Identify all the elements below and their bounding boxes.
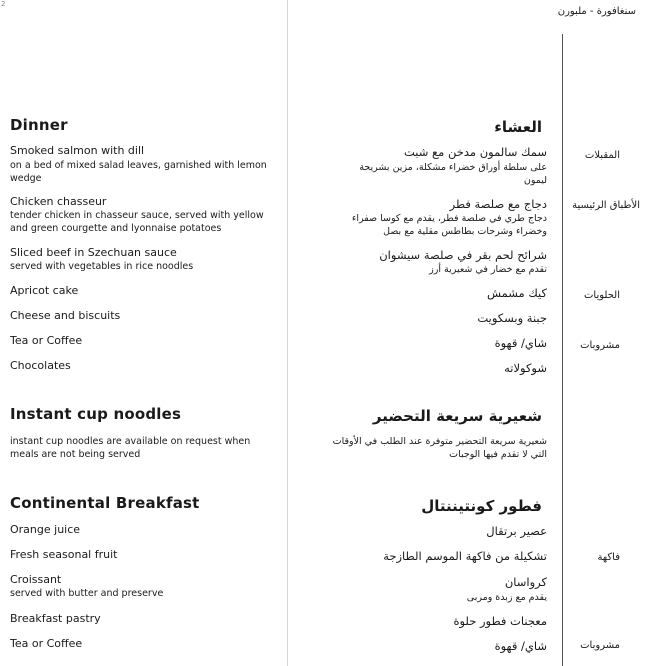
category-mains: الأطباق الرئيسية — [572, 200, 640, 211]
salmon-desc-en: on a bed of mixed salad leaves, garnished with lemon wedge — [10, 160, 267, 184]
chicken-desc-en: tender chicken in chasseur sauce, served with yellow and green courgette and lyonnaise potatoes — [10, 210, 264, 234]
croissant-name-ar: كرواسان — [504, 575, 547, 589]
breakfast-tea-name-en: Tea or Coffee — [10, 637, 83, 650]
tea-name-en: Tea or Coffee — [10, 334, 83, 347]
page-fold — [287, 0, 288, 666]
category-drinks: مشروبات — [580, 340, 620, 351]
dinner-title-ar: العشاء — [494, 118, 542, 136]
route-header: سنغافورة - ملبورن — [557, 6, 636, 17]
noodles-desc-ar: شعيرية سريعة التحضير متوفرة عند الطلب في الأوقات التي لا تقدم فيها الوجبات — [332, 436, 547, 460]
pastry-name-en: Breakfast pastry — [10, 612, 101, 625]
category-desserts: الحلويات — [583, 290, 620, 301]
noodles-title-ar: شعيرية سريعة التحضير — [372, 407, 542, 425]
chocolates-name-en: Chocolates — [10, 359, 71, 372]
beef-name-en: Sliced beef in Szechuan sauce — [10, 246, 177, 259]
croissant-desc-en: served with butter and preserve — [10, 588, 164, 599]
beef-name-ar: شرائح لحم بقر في صلصة سيشوان — [379, 248, 547, 262]
chicken-desc-ar: دجاج طري في صلصة فطر، يقدم مع كوسا صفراء وخضراء وشرحات بطاطس مقلية مع بصل — [351, 213, 547, 237]
cheese-name-en: Cheese and biscuits — [10, 309, 121, 322]
salmon-name-en: Smoked salmon with dill — [10, 144, 145, 157]
salmon-name-ar: سمك سالمون مدخن مع شبت — [403, 145, 547, 159]
chocolates-name-ar: شوكولاته — [504, 361, 547, 375]
breakfast-title-ar: فطور كونتيننتال — [421, 497, 542, 515]
apricot-name-ar: كيك مشمش — [486, 286, 547, 300]
chicken-name-en: Chicken chasseur — [10, 195, 107, 208]
tea-name-ar: شاي/ قهوة — [494, 336, 547, 350]
noodles-title-en: Instant cup noodles — [10, 405, 182, 423]
salmon-desc-ar: على سلطة أوراق خضراء مشكلة، مزين بشريحة ليمون — [359, 162, 547, 186]
page-number: 2 — [1, 0, 6, 8]
category-divider — [562, 34, 563, 666]
croissant-desc-ar: يقدم مع زبدة ومربى — [466, 592, 547, 603]
juice-name-en: Orange juice — [10, 523, 81, 536]
croissant-name-en: Croissant — [10, 573, 62, 586]
apricot-name-en: Apricot cake — [10, 284, 79, 297]
cheese-name-ar: جبنة وبسكويت — [477, 311, 547, 325]
category-starters: المقبلات — [584, 150, 620, 161]
chicken-name-ar: دجاج مع صلصة فطر — [449, 197, 547, 211]
category-fruit: فاكهة — [597, 552, 620, 563]
fruit-name-ar: تشكيلة من فاكهة الموسم الطازجة — [383, 549, 547, 563]
breakfast-title-en: Continental Breakfast — [10, 494, 200, 512]
fruit-name-en: Fresh seasonal fruit — [10, 548, 118, 561]
breakfast-tea-name-ar: شاي/ قهوة — [494, 639, 547, 653]
beef-desc-en: served with vegetables in rice noodles — [10, 261, 194, 272]
pastry-name-ar: معجنات فطور حلوة — [453, 614, 547, 628]
dinner-title-en: Dinner — [10, 116, 68, 134]
noodles-desc-en: instant cup noodles are available on request when meals are not being served — [10, 436, 251, 460]
juice-name-ar: عصير برتقال — [486, 524, 547, 538]
beef-desc-ar: تقدم مع خضار في شعيرية أرز — [429, 264, 547, 275]
category-drinks-breakfast: مشروبات — [580, 640, 620, 651]
